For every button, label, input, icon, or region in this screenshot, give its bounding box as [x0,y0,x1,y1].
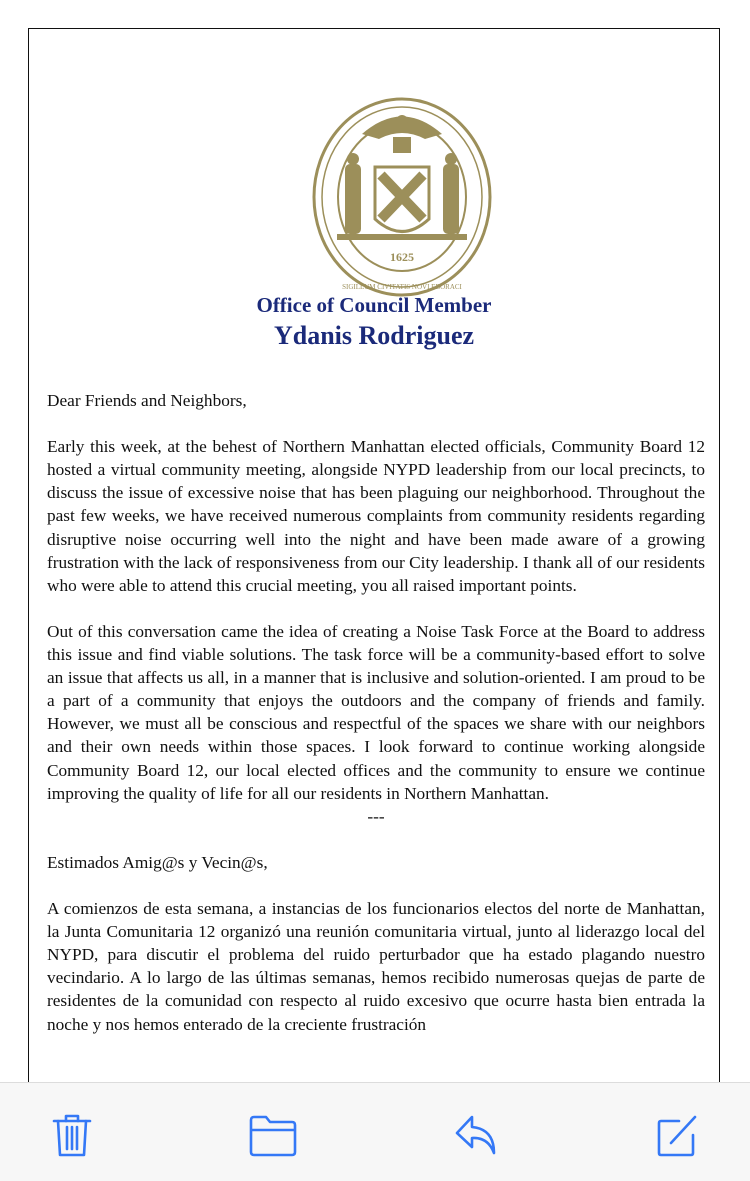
paragraph-english-1: Early this week, at the behest of Northern Manhattan elected officials, Community Board 12 hosted a virtual community meeting, alongside NYPD leadership from our local precincts, to discuss the issue of excessive noise that has been plaguing our neighborhood. Throughout the past few weeks, we have received numerous complaints from community residents regarding disruptive noise occurring well into the night and have been made aware of a growing frustration with the lack of responsiveness from our City leadership. I thank all of our residents who were able to attend this crucial meeting, you all raised important points. [47,437,705,595]
language-separator: --- [367,806,385,826]
move-to-folder-button[interactable] [248,1109,298,1161]
delete-button[interactable] [47,1109,97,1161]
compose-icon [655,1111,699,1159]
reply-icon [454,1111,498,1159]
council-member-name: Ydanis Rodriguez [273,321,475,350]
letter-document [28,28,720,1082]
paragraph-spanish-1: A comienzos de esta semana, a instancias de los funcionarios electos del norte de Manhattan, la Junta Comunitaria 12 organizó una reunión comunitaria virtual, junto al liderazgo local del NYPD, para discutir el problema del ruido perturbador que ha estado plagando nuestro vecindario. A lo largo de las últimas semanas, hemos recibido numerosas quejas de parte de residentes de la comunidad con respecto al ruido excesivo que ocurre hasta bien entrada la noche y nos hemos enterado de la creciente frustración [47,899,705,1034]
trash-icon [50,1111,94,1159]
reply-button[interactable] [451,1109,501,1161]
greeting-english: Dear Friends and Neighbors, [47,391,247,410]
compose-button[interactable] [652,1109,702,1161]
paragraph-english-2: Out of this conversation came the idea of creating a Noise Task Force at the Board to address this issue and find viable solutions. The task force will be a community-based effort to solve an issue that affects us all, in a manner that is inclusive and solution-oriented. I am proud to be a part of a community that enjoys the outdoors and the company of friends and family. However, we must all be conscious and respectful of the spaces we share with our neighbors and their own needs within those spaces. I look forward to continue working alongside Community Board 12, our local elected offices and the community to ensure we continue improving the quality of life for all our residents in Northern Manhattan. [47,621,705,803]
office-title: Office of Council Member [256,293,492,317]
seal-motto: SIGILLUM CIVITATIS NOVI EBORACI [342,283,462,291]
seal-year: 1625 [390,250,414,264]
folder-icon [248,1111,298,1159]
mail-toolbar [0,1082,750,1181]
nyc-seal-logo [307,79,497,299]
letter-body [47,389,705,1059]
greeting-spanish: Estimados Amig@s y Vecin@s, [47,852,268,872]
